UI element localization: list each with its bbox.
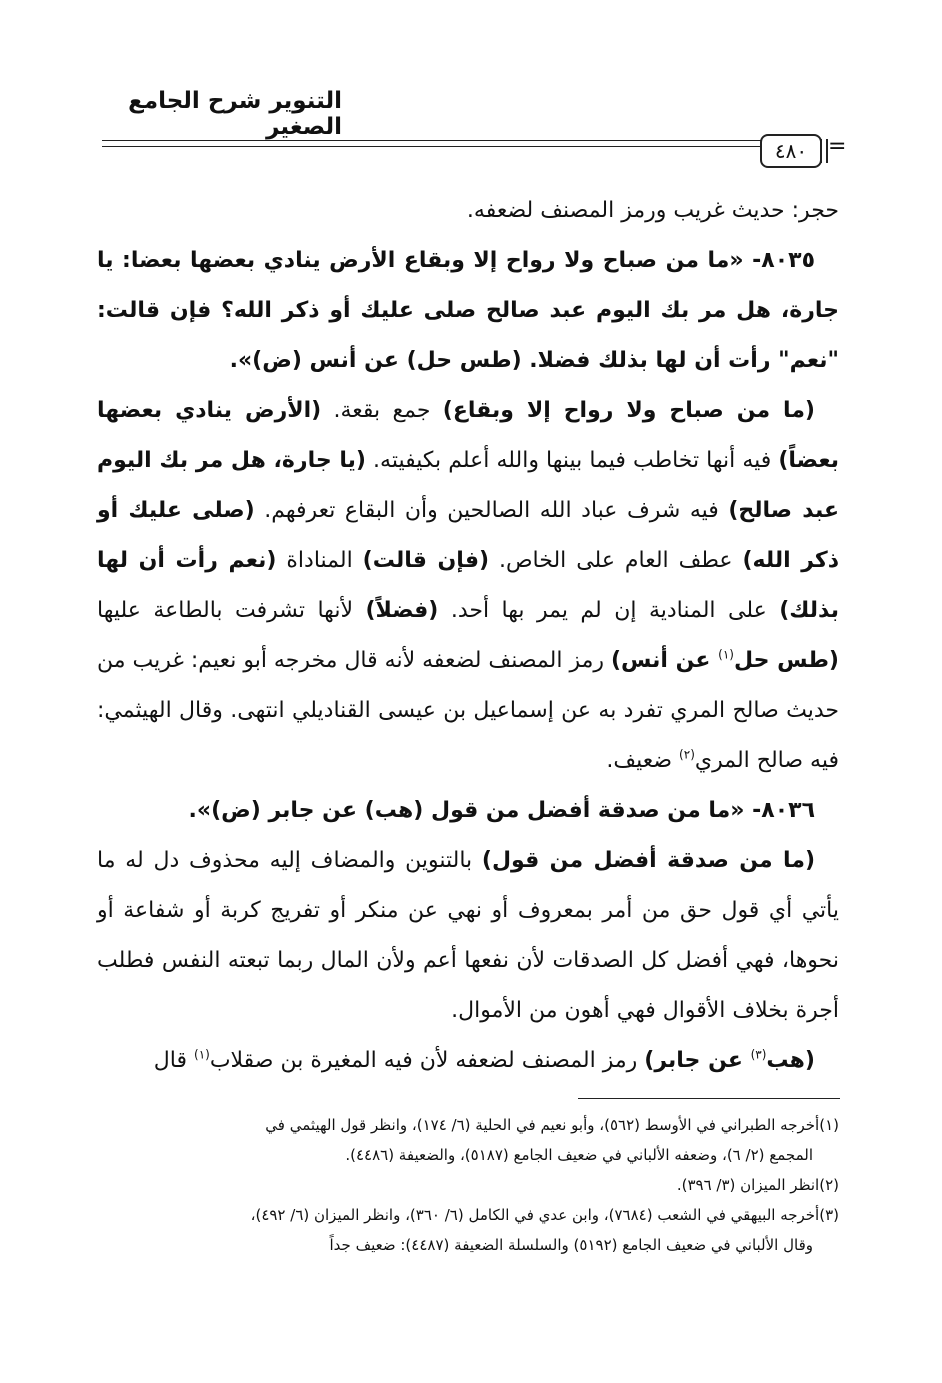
footnote-separator: [578, 1098, 840, 1099]
page-number: ٤٨٠: [760, 134, 822, 168]
footnote-ref: (١): [718, 647, 734, 662]
commentary-text: رمز المصنف لضعفه لأن فيه المغيرة بن صقلاب: [209, 1048, 645, 1073]
commentary-8036: [97, 836, 839, 1036]
commentary-text: عطف العام على الخاص.: [489, 548, 743, 573]
footnote-ref: (٢): [679, 747, 695, 762]
quoted-phrase: (يا جارة، هل مر بك اليوم عبد صالح): [97, 448, 839, 523]
commentary-text: على المنادية إن لم يمر بها أحد.: [438, 598, 780, 623]
hadith-number: ٨٠٣٥-: [743, 248, 815, 273]
hadith-number: ٨٠٣٦-: [744, 798, 815, 823]
footnote-2: (٢)انظر الميزان (٣/ ٣٩٦).: [676, 1176, 839, 1194]
running-header-title: التنوير شرح الجامع الصغير: [128, 88, 342, 140]
footnotes: [97, 1110, 839, 1260]
quoted-phrase: (ما من صباح ولا رواح إلا وبقاع): [442, 398, 815, 423]
commentary-text: بالتنوين والمضاف إليه محذوف دل له ما يأتي أي قول حق من أمر بمعروف أو نهي عن منكر أو تفريج كربة أو شفاعة أو نحوها، فهي أفضل كل الصدقات لأن نفعها أعم ولأن المال ربما تبعته النفس فطلب أجرة بخلاف الأقوال فهي أهون من الأموال.: [97, 848, 839, 1023]
footnote-1-continued: المجمع (٢/ ٦)، وضعفه الألباني في ضعيف الجامع (٥١٨٧)، والضعيفة (٤٤٨٦).: [345, 1146, 813, 1164]
commentary-text: ضعيف.: [606, 748, 680, 773]
commentary-text: قال: [153, 1048, 194, 1073]
commentary-8035: [97, 386, 839, 786]
header-rule-top: [102, 140, 762, 141]
hadith-text: «ما من صباح ولا رواح إلا وبقاع الأرض ينادي بعضها بعضا: يا جارة، هل مر بك اليوم عبد صالح صلى عليك أو ذكر الله؟ فإن قالت: "نعم" رأت أن لها بذلك فضلا. (طس حل) عن أنس (ض)».: [97, 248, 839, 373]
header-mark: =: [828, 134, 847, 159]
commentary-text: جمع بقعة.: [321, 398, 443, 423]
hadith-8035: [97, 236, 839, 386]
quoted-phrase: (صلى عليك أو ذكر الله): [97, 498, 839, 573]
quoted-phrase: (الأرض ينادي بعضها بعضاً): [97, 398, 840, 473]
hadith-8036: [97, 786, 839, 836]
footnote-ref: (١): [194, 1047, 210, 1062]
quoted-phrase: (نعم رأت أن لها بذلك): [97, 548, 839, 623]
main-text: [97, 186, 839, 1086]
header-rule-bottom: [102, 146, 762, 147]
commentary-text: المناداة: [276, 548, 363, 573]
hadith-text: «ما من صدقة أفضل من قول (هب) عن جابر (ض)».: [188, 798, 745, 823]
quoted-phrase: (فإن قالت): [362, 548, 490, 573]
footnote-3-continued: وقال الألباني في ضعيف الجامع (٥١٩٢) والسلسلة الضعيفة (٤٤٨٧): ضعيف جداً: [329, 1236, 813, 1254]
paragraph-continuation: حجر: حديث غريب ورمز المصنف لضعفه.: [466, 198, 839, 223]
footnote-3: (٣)أخرجه البيهقي في الشعب (٧٦٨٤)، وابن عدي في الكامل (٦/ ٣٦٠)، وانظر الميزان (٦/ ٤٩٢)،: [250, 1206, 839, 1224]
quoted-phrase: (ما من صدقة أفضل من قول): [481, 848, 815, 873]
quoted-phrase: عن أنس): [611, 648, 719, 673]
footnote-ref: (٣): [750, 1047, 767, 1062]
commentary-text: لأنها تشرفت بالطاعة عليها: [97, 598, 366, 623]
quoted-phrase: عن جابر): [644, 1048, 751, 1073]
quoted-phrase: (طس حل: [733, 648, 839, 673]
commentary-text: فيه شرف عباد الله الصالحين وأن البقاع تعرفهم.: [254, 498, 729, 523]
quoted-phrase: (هب: [766, 1048, 815, 1073]
commentary-text: فيه أنها تخاطب فيما بينها والله أعلم بكيفيته.: [366, 448, 779, 473]
commentary-text: رمز المصنف لضعفه لأنه قال مخرجه أبو نعيم: غريب من حديث صالح المري تفرد به عن إسماعيل بن عيسى القناديلي انتهى. وقال الهيثمي: فيه صالح المري: [97, 648, 839, 773]
quoted-phrase: (فضلاً): [365, 598, 439, 623]
footnote-1: (١)أخرجه الطبراني في الأوسط (٥٦٢)، وأبو نعيم في الحلية (٦/ ١٧٤)، وانظر قول الهيثمي في: [265, 1116, 839, 1134]
commentary-8036-source: [97, 1036, 839, 1086]
